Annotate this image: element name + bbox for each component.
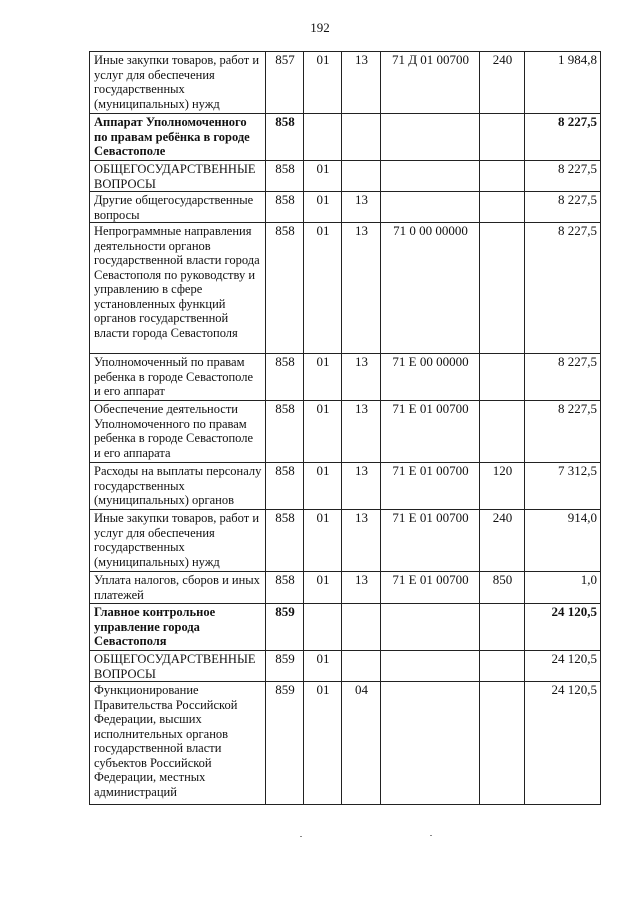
row-summa: 8 227,5 bbox=[525, 192, 601, 223]
table-row bbox=[90, 114, 601, 161]
row-tselevaya-statya bbox=[381, 192, 480, 223]
table-body bbox=[90, 52, 601, 805]
row-name: Аппарат Уполномоченного по правам ребёнка в городе Севастополе bbox=[90, 114, 266, 161]
row-vid-raskhodov bbox=[480, 223, 525, 354]
row-vid-raskhodov bbox=[480, 114, 525, 161]
row-podrazdel bbox=[342, 161, 381, 192]
row-name: Уполномоченный по правам ребенка в городе Севастополе и его аппарат bbox=[90, 354, 266, 401]
row-tselevaya-statya bbox=[381, 114, 480, 161]
row-vedomstvo: 859 bbox=[266, 604, 304, 651]
row-podrazdel bbox=[342, 604, 381, 651]
row-name: Обеспечение деятельности Уполномоченного по правам ребенка в городе Севастополе и его аппарата bbox=[90, 401, 266, 463]
row-razdel: 01 bbox=[304, 651, 342, 682]
row-summa: 24 120,5 bbox=[525, 651, 601, 682]
row-vedomstvo: 858 bbox=[266, 223, 304, 354]
row-vedomstvo: 859 bbox=[266, 682, 304, 805]
row-summa: 1 984,8 bbox=[525, 52, 601, 114]
row-tselevaya-statya bbox=[381, 682, 480, 805]
row-podrazdel: 13 bbox=[342, 192, 381, 223]
row-name: Главное контрольное управление города Севастополя bbox=[90, 604, 266, 651]
row-tselevaya-statya: 71 Е 01 00700 bbox=[381, 572, 480, 604]
table-row bbox=[90, 651, 601, 682]
row-summa: 7 312,5 bbox=[525, 463, 601, 510]
row-vedomstvo: 858 bbox=[266, 572, 304, 604]
row-razdel: 01 bbox=[304, 161, 342, 192]
row-podrazdel: 04 bbox=[342, 682, 381, 805]
table-row bbox=[90, 682, 601, 805]
table-row bbox=[90, 463, 601, 510]
row-vedomstvo: 858 bbox=[266, 463, 304, 510]
row-podrazdel: 13 bbox=[342, 223, 381, 354]
row-vid-raskhodov: 240 bbox=[480, 510, 525, 572]
row-tselevaya-statya: 71 Е 01 00700 bbox=[381, 510, 480, 572]
row-razdel: 01 bbox=[304, 463, 342, 510]
row-tselevaya-statya bbox=[381, 604, 480, 651]
row-razdel: 01 bbox=[304, 52, 342, 114]
row-tselevaya-statya: 71 Д 01 00700 bbox=[381, 52, 480, 114]
budget-table bbox=[89, 51, 601, 805]
row-podrazdel: 13 bbox=[342, 354, 381, 401]
row-vid-raskhodov bbox=[480, 604, 525, 651]
row-summa: 8 227,5 bbox=[525, 161, 601, 192]
row-vid-raskhodov bbox=[480, 192, 525, 223]
row-tselevaya-statya: 71 0 00 00000 bbox=[381, 223, 480, 354]
row-tselevaya-statya: 71 Е 01 00700 bbox=[381, 463, 480, 510]
row-vid-raskhodov: 120 bbox=[480, 463, 525, 510]
row-razdel: 01 bbox=[304, 192, 342, 223]
scan-artifact bbox=[300, 836, 302, 837]
row-tselevaya-statya: 71 Е 00 00000 bbox=[381, 354, 480, 401]
row-name: Иные закупки товаров, работ и услуг для обеспечения государственных (муниципальных) нужд bbox=[90, 52, 266, 114]
row-razdel: 01 bbox=[304, 223, 342, 354]
row-razdel: 01 bbox=[304, 572, 342, 604]
row-summa: 8 227,5 bbox=[525, 401, 601, 463]
row-summa: 914,0 bbox=[525, 510, 601, 572]
row-vid-raskhodov bbox=[480, 161, 525, 192]
row-vedomstvo: 858 bbox=[266, 401, 304, 463]
row-summa: 8 227,5 bbox=[525, 223, 601, 354]
row-name: ОБЩЕГОСУДАРСТВЕННЫЕ ВОПРОСЫ bbox=[90, 161, 266, 192]
row-razdel bbox=[304, 114, 342, 161]
row-podrazdel bbox=[342, 114, 381, 161]
row-vid-raskhodov: 850 bbox=[480, 572, 525, 604]
row-podrazdel: 13 bbox=[342, 572, 381, 604]
row-podrazdel: 13 bbox=[342, 463, 381, 510]
row-summa: 1,0 bbox=[525, 572, 601, 604]
row-razdel: 01 bbox=[304, 682, 342, 805]
row-vid-raskhodov bbox=[480, 401, 525, 463]
row-podrazdel bbox=[342, 651, 381, 682]
page-number: 192 bbox=[310, 20, 330, 35]
row-vedomstvo: 858 bbox=[266, 114, 304, 161]
row-summa: 24 120,5 bbox=[525, 682, 601, 805]
table-row bbox=[90, 354, 601, 401]
row-name: ОБЩЕГОСУДАРСТВЕННЫЕ ВОПРОСЫ bbox=[90, 651, 266, 682]
row-summa: 8 227,5 bbox=[525, 114, 601, 161]
row-summa: 8 227,5 bbox=[525, 354, 601, 401]
table-row bbox=[90, 161, 601, 192]
table-row bbox=[90, 604, 601, 651]
row-vedomstvo: 858 bbox=[266, 161, 304, 192]
row-podrazdel: 13 bbox=[342, 401, 381, 463]
table-row bbox=[90, 572, 601, 604]
row-vid-raskhodov: 240 bbox=[480, 52, 525, 114]
row-tselevaya-statya: 71 Е 01 00700 bbox=[381, 401, 480, 463]
row-podrazdel: 13 bbox=[342, 510, 381, 572]
row-vedomstvo: 858 bbox=[266, 192, 304, 223]
row-vid-raskhodov bbox=[480, 651, 525, 682]
table-row bbox=[90, 223, 601, 354]
row-razdel: 01 bbox=[304, 510, 342, 572]
row-vedomstvo: 858 bbox=[266, 354, 304, 401]
row-vid-raskhodov bbox=[480, 354, 525, 401]
row-podrazdel: 13 bbox=[342, 52, 381, 114]
row-vedomstvo: 858 bbox=[266, 510, 304, 572]
row-summa: 24 120,5 bbox=[525, 604, 601, 651]
row-tselevaya-statya bbox=[381, 651, 480, 682]
table-row bbox=[90, 52, 601, 114]
row-vedomstvo: 857 bbox=[266, 52, 304, 114]
table-row bbox=[90, 192, 601, 223]
scan-artifact bbox=[430, 835, 432, 836]
row-razdel: 01 bbox=[304, 401, 342, 463]
row-tselevaya-statya bbox=[381, 161, 480, 192]
row-vedomstvo: 859 bbox=[266, 651, 304, 682]
row-name: Расходы на выплаты персоналу государственных (муниципальных) органов bbox=[90, 463, 266, 510]
row-name: Иные закупки товаров, работ и услуг для обеспечения государственных (муниципальных) нужд bbox=[90, 510, 266, 572]
table-row bbox=[90, 401, 601, 463]
row-razdel bbox=[304, 604, 342, 651]
row-name: Непрограммные направления деятельности органов государственной власти города Севастополя по руководству и управлению в сфере установленных функций органов государственной власти города Севастополя bbox=[90, 223, 266, 354]
row-name: Уплата налогов, сборов и иных платежей bbox=[90, 572, 266, 604]
row-name: Функционирование Правительства Российской Федерации, высших исполнительных органов государственной власти субъектов Российской Федерации, местных администраций bbox=[90, 682, 266, 805]
row-vid-raskhodov bbox=[480, 682, 525, 805]
row-razdel: 01 bbox=[304, 354, 342, 401]
row-name: Другие общегосударственные вопросы bbox=[90, 192, 266, 223]
table-row bbox=[90, 510, 601, 572]
